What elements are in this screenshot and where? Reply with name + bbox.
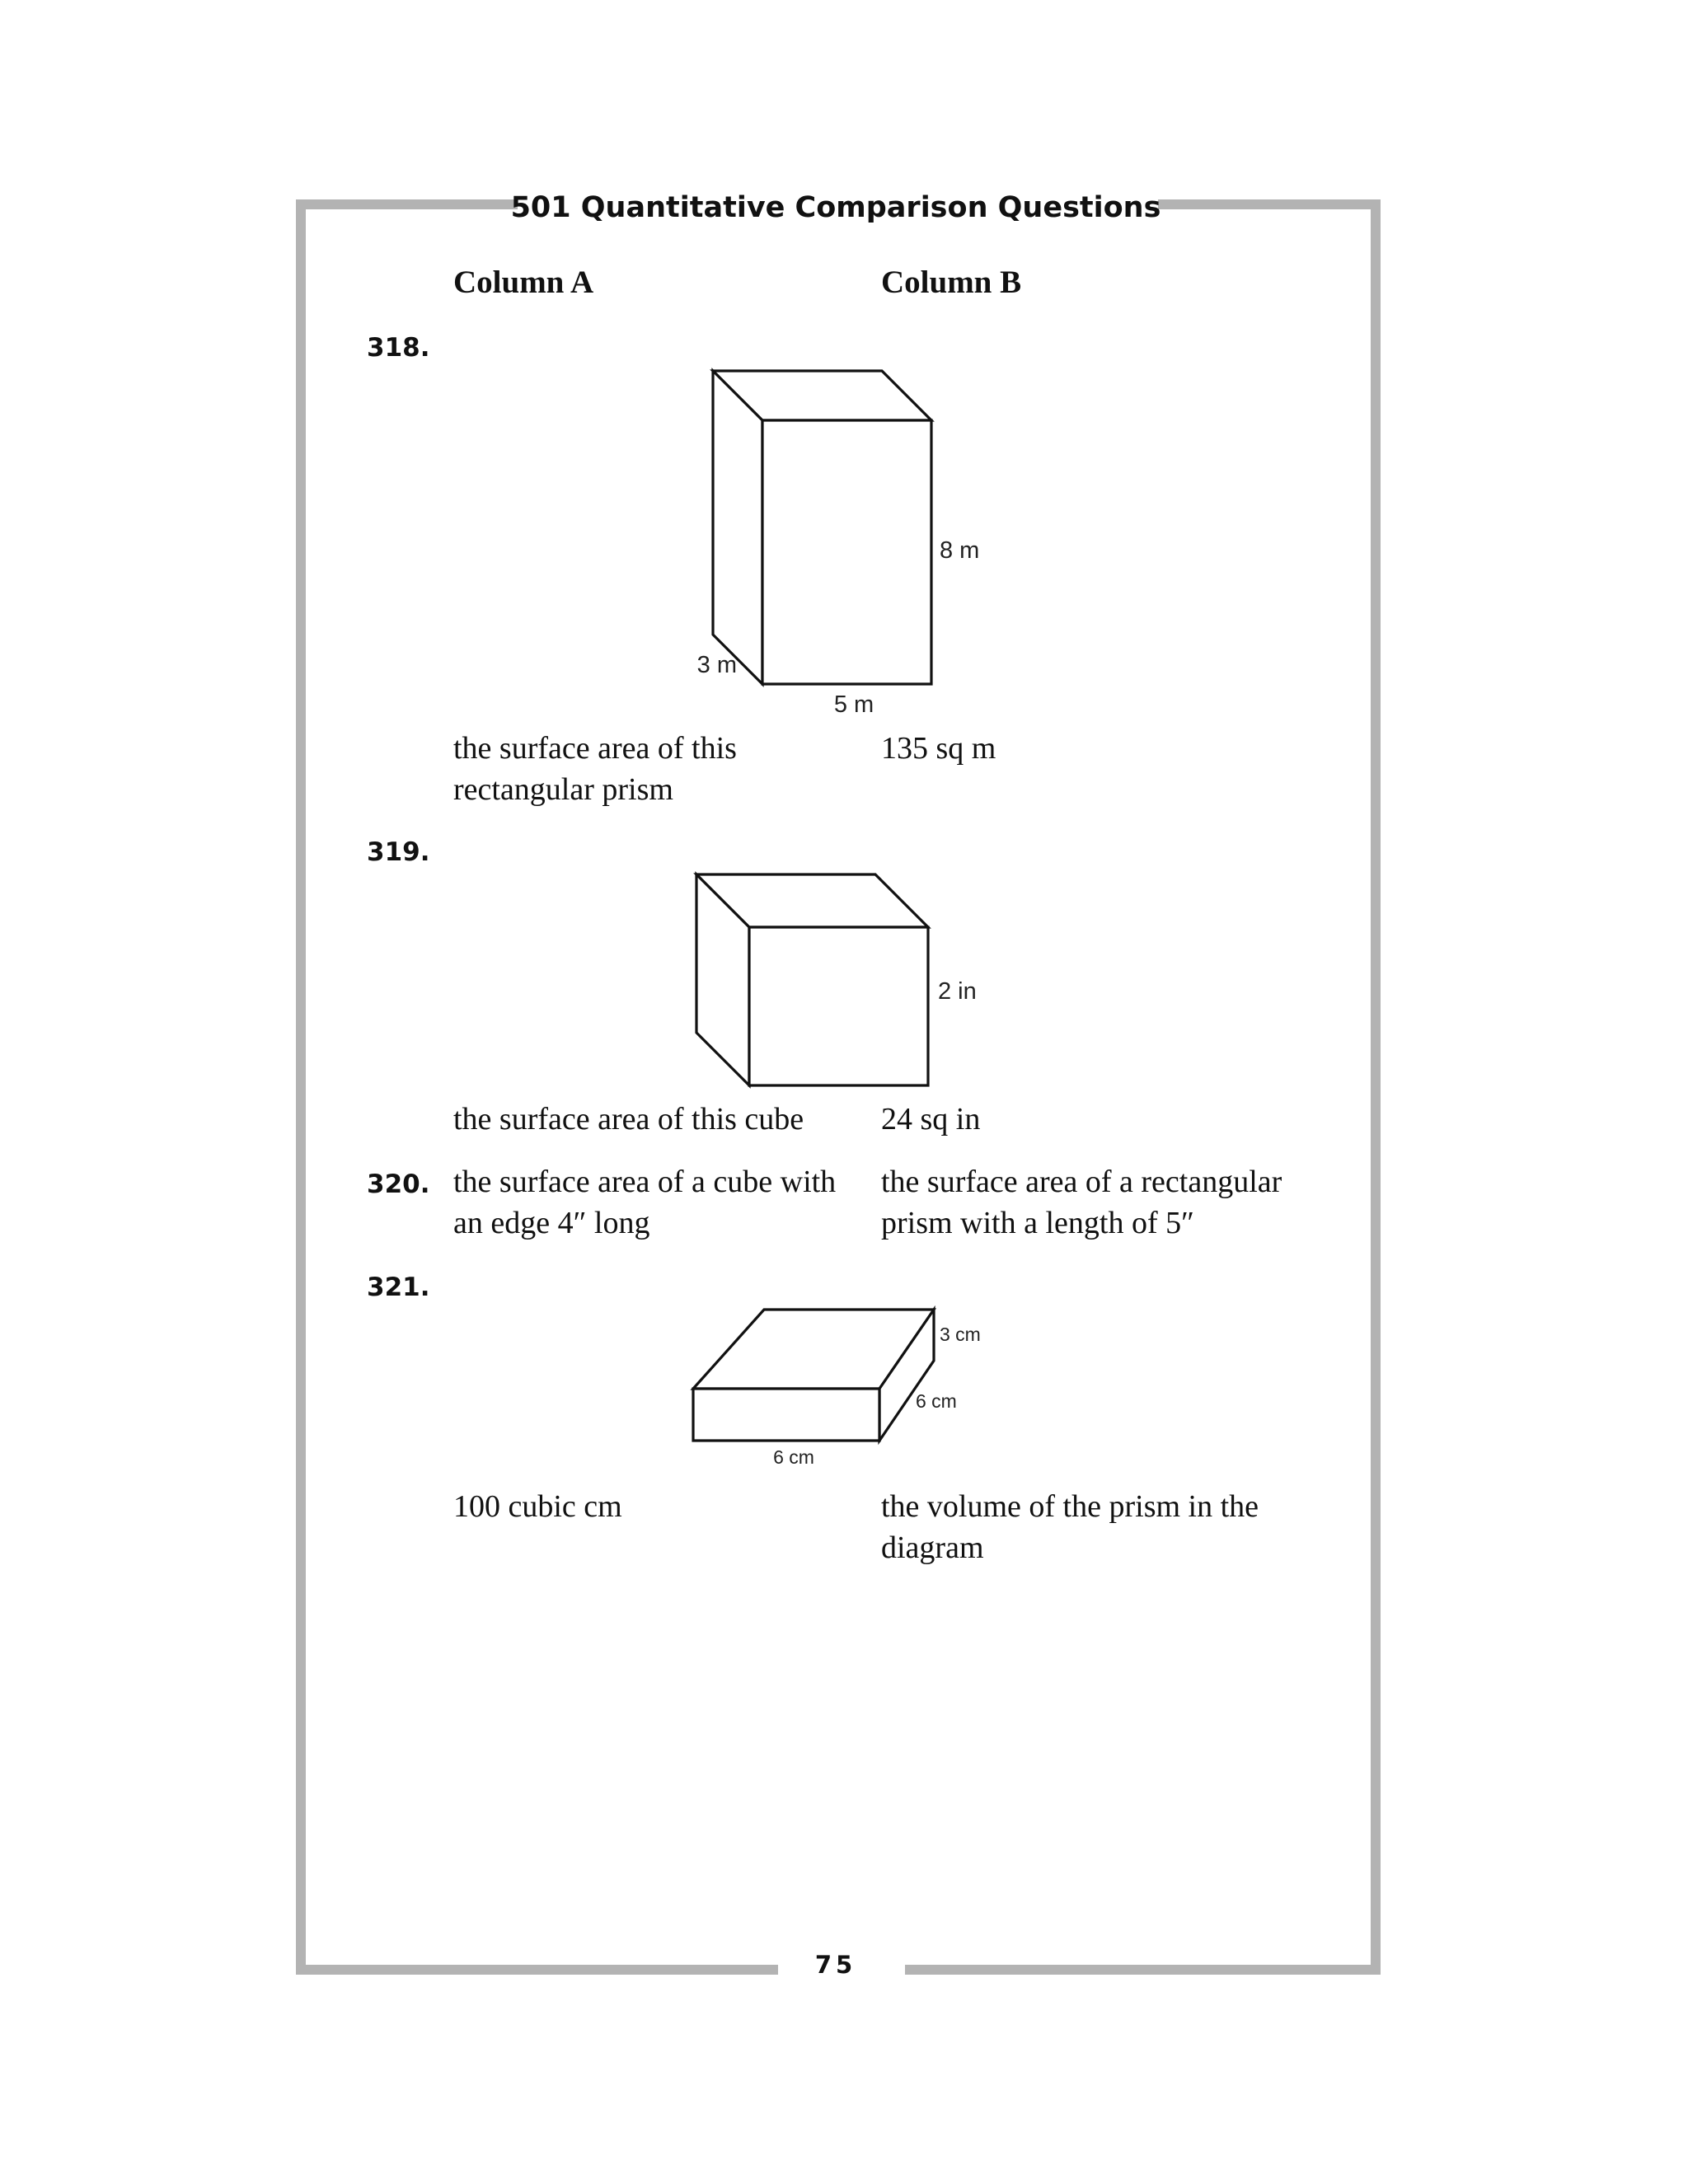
- question-number: 318.: [367, 333, 430, 363]
- label-depth: 3 m: [696, 652, 737, 678]
- label-edge: 2 in: [938, 978, 977, 1005]
- page-header-title: 501 Quantitative Comparison Questions: [510, 191, 1161, 224]
- column-a-heading: Column A: [453, 265, 594, 300]
- question-number: 320.: [367, 1169, 430, 1199]
- question-number: 321.: [367, 1272, 430, 1302]
- question-319-column-b: 24 sq in: [881, 1102, 981, 1137]
- frame-left: [296, 199, 306, 1975]
- label-width: 6 cm: [773, 1446, 814, 1468]
- question-318-column-b: 135 sq m: [881, 731, 996, 766]
- question-318-column-a: the surface area of this rectangular prism: [453, 731, 737, 807]
- column-b-heading: Column B: [881, 265, 1022, 300]
- frame-right: [1371, 199, 1381, 1975]
- prism-side-face: [713, 371, 762, 684]
- cube-figure: [684, 865, 977, 1096]
- question-319-column-a: the surface area of this cube: [453, 1102, 804, 1137]
- flat-prism-front-face: [693, 1389, 879, 1441]
- question-320-column-b: the surface area of a rectangular prism with a length of 5″: [881, 1165, 1282, 1240]
- label-height: 3 cm: [940, 1324, 981, 1345]
- label-height: 8 m: [940, 537, 980, 564]
- cube-front-face: [749, 927, 928, 1085]
- question-number: 319.: [367, 837, 430, 867]
- prism-front-face: [762, 420, 931, 684]
- label-width: 5 m: [833, 691, 874, 718]
- question-321-column-a: 100 cubic cm: [453, 1489, 622, 1524]
- question-321-column-b: the volume of the prism in the diagram: [881, 1489, 1259, 1565]
- rectangular-prism-figure: [684, 363, 980, 725]
- label-depth: 6 cm: [916, 1390, 957, 1412]
- question-320-column-a: the surface area of a cube with an edge 4″ long: [453, 1165, 837, 1240]
- page-number: 75: [814, 1951, 857, 1979]
- flat-prism-figure: [684, 1302, 997, 1467]
